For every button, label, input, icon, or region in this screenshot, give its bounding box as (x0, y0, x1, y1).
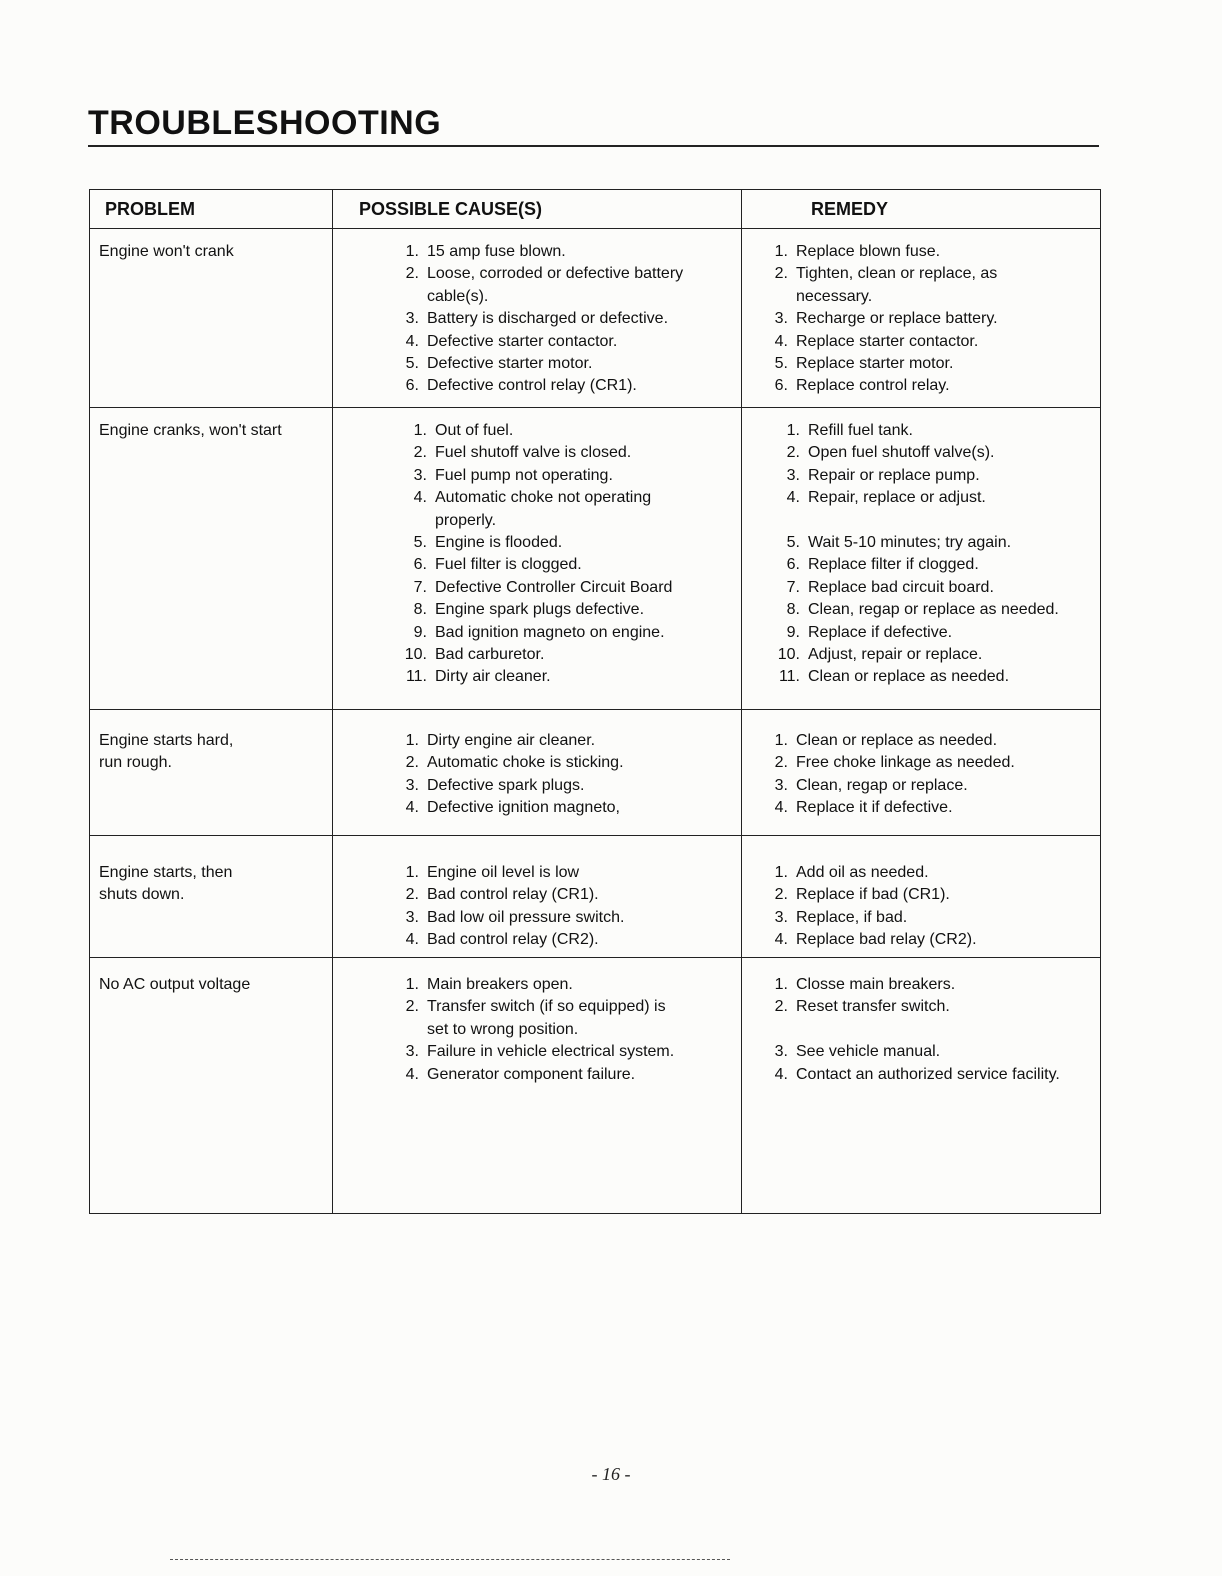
list-item: 4. Bad control relay (CR2). (405, 931, 599, 949)
table-row (90, 710, 1100, 836)
list-item: 6. Replace filter if clogged. (786, 556, 979, 574)
problem-text: No AC output voltage (99, 976, 251, 993)
list-item: 9. Replace if defective. (786, 623, 953, 641)
list-item: 6. Fuel filter is clogged. (413, 556, 582, 574)
list-item: 2. Bad control relay (CR1). (405, 886, 599, 904)
list-item: 2. Automatic choke is sticking. (405, 754, 624, 772)
cause-list (333, 862, 741, 952)
list-item: 4. Contact an authorized service facility. (774, 1065, 1060, 1083)
list-item: 1. Closse main breakers. (774, 976, 956, 993)
list-item: 10. Adjust, repair or replace. (777, 646, 983, 664)
cause-list (333, 974, 741, 1086)
page-title: TROUBLESHOOTING (88, 104, 442, 142)
remedy-list (742, 862, 1100, 952)
remedy-list (742, 241, 1100, 398)
list-item: 5. Defective starter motor. (405, 355, 593, 373)
list-item: 3. Repair or replace pump. (786, 466, 980, 484)
list-item: 1. Out of fuel. (413, 422, 514, 439)
list-item: 1. Main breakers open. (405, 976, 573, 993)
list-item: 3. Bad low oil pressure switch. (405, 908, 625, 926)
list-item: 2. Open fuel shutoff valve(s). (786, 444, 995, 462)
remedy-list (742, 420, 1100, 689)
list-item: 8. Engine spark plugs defective. (413, 601, 645, 619)
list-item: 2. Reset transfer switch. (774, 998, 950, 1016)
list-item: 4. Replace starter contactor. (774, 332, 979, 350)
table-row (90, 229, 1100, 408)
list-item: 5. Replace starter motor. (774, 355, 954, 373)
list-item: 9. Bad ignition magneto on engine. (413, 623, 665, 641)
list-item: 3. Failure in vehicle electrical system. (405, 1043, 675, 1061)
remedy-list (742, 730, 1100, 820)
list-item: 3. See vehicle manual. (774, 1043, 941, 1061)
list-item: 4. Defective starter contactor. (405, 332, 618, 350)
list-item: 1. Clean or replace as needed. (774, 732, 998, 749)
list-item: 6. Defective control relay (CR1). (405, 377, 637, 395)
problem-text: Engine starts, then shuts down. (99, 864, 233, 904)
list-item: 1. Engine oil level is low (405, 864, 580, 881)
list-item: 4. Replace it if defective. (774, 799, 953, 817)
problem-text: Engine starts hard, run rough. (99, 732, 234, 772)
list-item: 11. Dirty air cleaner. (405, 668, 551, 686)
table-row (90, 408, 1100, 710)
list-item: 6. Replace control relay. (774, 377, 950, 395)
list-item: 2. Transfer switch (if so equipped) is set to wrong position. (405, 998, 666, 1038)
list-item: 1. Add oil as needed. (774, 864, 929, 881)
list-item: 4. Repair, replace or adjust. (786, 489, 986, 507)
header-possible-causes: POSSIBLE CAUSE(S) (333, 190, 742, 228)
spacer (762, 1019, 1100, 1041)
list-item: 4. Replace bad relay (CR2). (774, 931, 977, 949)
list-item: 2. Fuel shutoff valve is closed. (413, 444, 632, 462)
list-item: 4. Defective ignition magneto, (405, 799, 620, 817)
list-item: 3. Replace, if bad. (774, 908, 908, 926)
list-item: 2. Loose, corroded or defective battery cable(s). (405, 265, 684, 305)
list-item: 4. Automatic choke not operating properly. (413, 489, 652, 529)
list-item: 5. Wait 5-10 minutes; try again. (786, 534, 1012, 552)
list-item: 2. Replace if bad (CR1). (774, 886, 950, 904)
list-item: 1. Replace blown fuse. (774, 243, 941, 260)
list-item: 7. Defective Controller Circuit Board (413, 578, 673, 596)
list-item: 1. Dirty engine air cleaner. (405, 732, 596, 749)
troubleshooting-table (89, 189, 1101, 1214)
list-item: 3. Fuel pump not operating. (413, 466, 613, 484)
list-item: 7. Replace bad circuit board. (786, 578, 994, 596)
remedy-list (742, 974, 1100, 1086)
list-item: 3. Clean, regap or replace. (774, 776, 968, 794)
list-item: 4. Generator component failure. (405, 1065, 636, 1083)
spacer (774, 510, 1100, 532)
list-item: 5. Engine is flooded. (413, 534, 563, 552)
problem-text: Engine won't crank (99, 243, 234, 260)
list-item: 3. Defective spark plugs. (405, 776, 585, 794)
list-item: 2. Tighten, clean or replace, as necessary. (774, 265, 998, 305)
table-row (90, 958, 1100, 1213)
list-item: 1. Refill fuel tank. (786, 422, 913, 439)
header-remedy: REMEDY (811, 199, 889, 219)
cause-list (333, 420, 741, 689)
cause-list (333, 730, 741, 820)
table-header (90, 190, 1100, 229)
list-item: 2. Free choke linkage as needed. (774, 754, 1015, 772)
problem-text: Engine cranks, won't start (99, 422, 282, 439)
title-underline (88, 145, 1099, 147)
table-row (90, 836, 1100, 958)
list-item: 10. Bad carburetor. (404, 646, 545, 664)
cause-list (333, 241, 741, 398)
list-item: 11. Clean or replace as needed. (778, 668, 1010, 686)
list-item: 3. Recharge or replace battery. (774, 310, 998, 328)
header-problem: PROBLEM (90, 190, 333, 228)
list-item: 3. Battery is discharged or defective. (405, 310, 669, 328)
list-item: 8. Clean, regap or replace as needed. (786, 601, 1059, 619)
list-item: 1. 15 amp fuse blown. (405, 243, 566, 260)
page-number: - 16 - (591, 1464, 631, 1484)
bottom-divider (170, 1559, 730, 1560)
